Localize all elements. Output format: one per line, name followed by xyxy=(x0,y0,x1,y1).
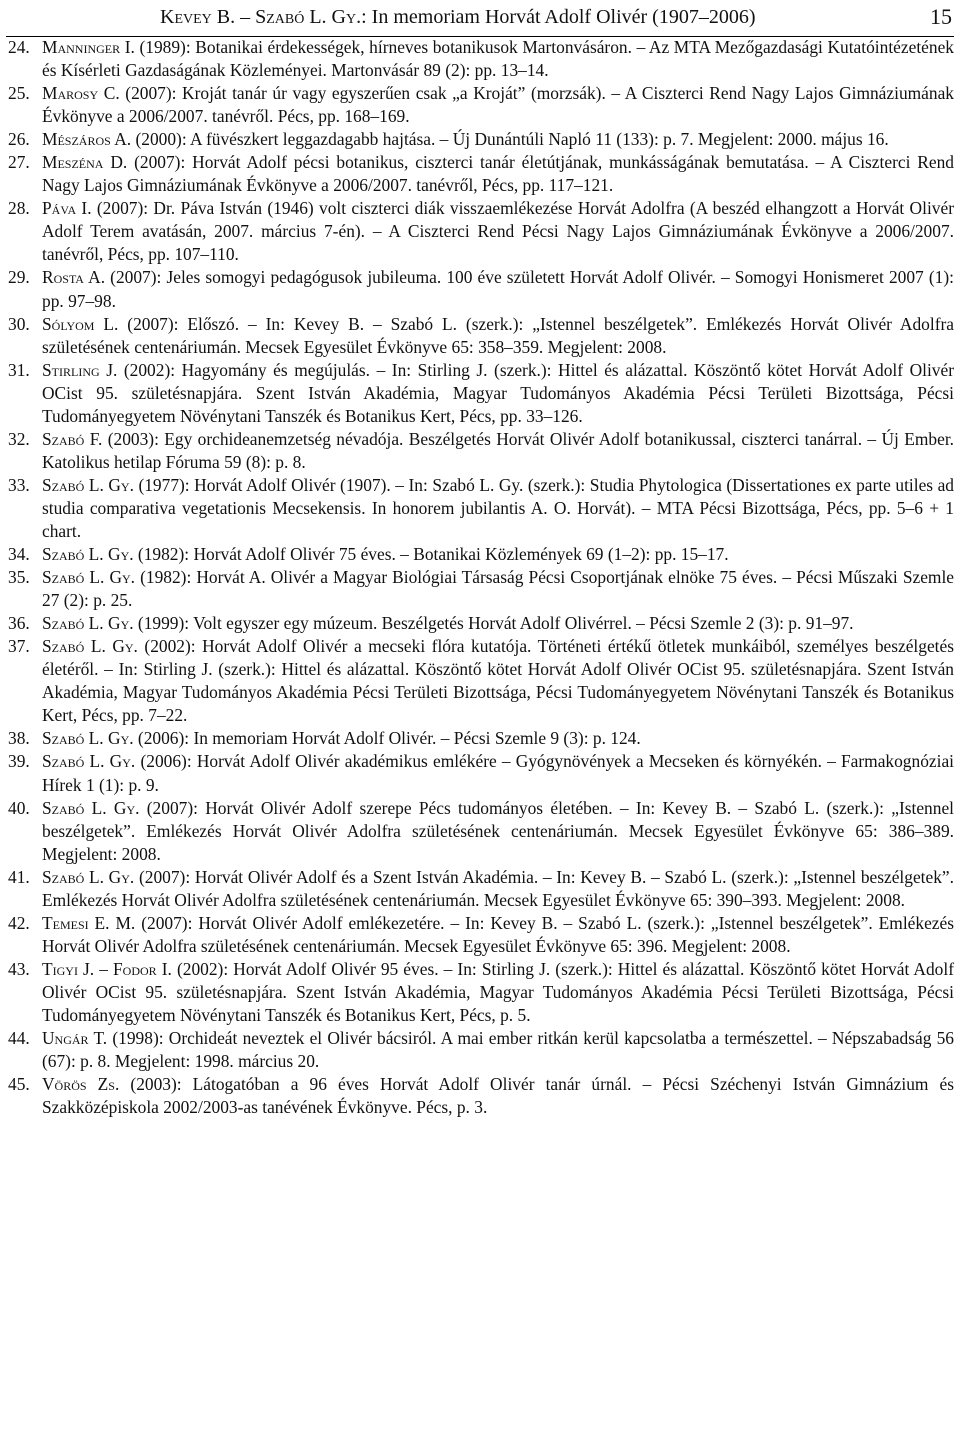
reference-entry xyxy=(8,543,954,566)
reference-author: Szabó L. Gy. xyxy=(42,751,136,772)
reference-text: (2000): A füvészkert leggazdagabb hajtása. – Új Dunántúli Napló 11 (133): p. 7. Megjelent: 2000. május 16. xyxy=(131,129,889,150)
reference-number: 29. xyxy=(8,267,30,288)
reference-author: Szabó F. xyxy=(42,428,103,449)
reference-text: (2002): Horvát Adolf Olivér a mecseki flóra kutatója. Történeti értékű ötletek munkáiból, személyes beszélgetés életéről. – In: Stirling J. (szerk.): Hittel és alázattal. Köszöntő kötet Horvát Adolf Olivér OCist 95. születésnapjára. Szent István Akadémia, Magyar Tudományos Akadémia Pécsi Területi Bizottsága, Pécsi Tudományegyetem Növénytani Tanszék és Botanikus Kert, Pécs, pp. 7–22. xyxy=(42,636,954,726)
reference-entry xyxy=(8,1027,954,1073)
reference-text: (1982): Horvát A. Olivér a Magyar Biológiai Társaság Pécsi Csoportjának elnöke 75 éves. – Pécsi Műszaki Szemle 27 (2): p. 25. xyxy=(42,567,955,611)
reference-text: (2007): Kroját tanár úr vagy egyszerűen csak „a Kroját” (morzsák). – A Ciszterci Rend Nagy Lajos Gimnáziumának Évkönyve a 2006/2007. tanévről. Pécs, pp. 168–169. xyxy=(42,83,955,127)
reference-text: (2007): Horvát Adolf pécsi botanikus, ciszterci tanár életútjának, munkásságának bemutatása. – A Ciszterci Rend Nagy Lajos Gimnáziumának Évkönyve a 2006/2007. tanévről, Pécs, pp. 117–121. xyxy=(42,152,954,196)
reference-entry xyxy=(8,474,954,543)
reference-text: (2007): Horvát Olivér Adolf emlékezetére. – In: Kevey B. – Szabó L. (szerk.): „Istennel beszélgetek”. Emlékezés Horvát Olivér Adolfra születésének centenáriumán. Mecsek Egyesület Évkönyve 65: 396. Megjelent: 2008. xyxy=(42,912,954,956)
reference-entry xyxy=(8,612,954,635)
running-title xyxy=(160,6,756,28)
reference-entry xyxy=(8,797,954,866)
reference-author: Szabó L. Gy. xyxy=(42,797,140,818)
reference-author: Szabó L. Gy. xyxy=(42,567,136,588)
header-author-2: Szabó L. Gy. xyxy=(255,6,362,28)
reference-entry xyxy=(8,1073,954,1119)
reference-author: Rosta A. xyxy=(42,267,106,288)
reference-text: (2006): In memoriam Horvát Adolf Olivér. – Pécsi Szemle 9 (3): p. 124. xyxy=(133,728,641,749)
reference-entry xyxy=(8,566,954,612)
reference-entry xyxy=(8,750,954,796)
reference-number: 36. xyxy=(8,613,30,634)
reference-entry xyxy=(8,36,954,82)
reference-entry xyxy=(8,958,954,1027)
reference-number: 24. xyxy=(8,37,30,57)
reference-entry xyxy=(8,912,954,958)
reference-number: 38. xyxy=(8,728,30,749)
reference-entry xyxy=(8,151,954,197)
reference-entry xyxy=(8,266,954,312)
reference-author: Temesi E. M. xyxy=(42,912,136,933)
reference-entry xyxy=(8,727,954,750)
reference-text: (2002): Hagyomány és megújulás. – In: Stirling J. (szerk.): Hittel és alázattal. Köszöntő kötet Horvát Adolf Olivér OCist 95. születésnapjára. Szent István Akadémia, Magyar Tudományos Akadémia Pécsi Területi Bizottsága, Pécsi Tudományegyetem Növénytani Tanszék és Botanikus Kert, Pécs, pp. 33–126. xyxy=(42,359,954,426)
reference-number: 34. xyxy=(8,544,30,565)
reference-text: (2002): Horvát Adolf Olivér 95 éves. – In: Stirling J. (szerk.): Hittel és alázattal. Köszöntő kötet Horvát Adolf Olivér OCist 95. születésnapjára. Szent István Akadémia, Magyar Tudományos Akadémia Pécsi Területi Bizottsága, Pécsi Tudományegyetem Növénytani Tanszék és Botanikus Kert, Pécs, p. 5. xyxy=(42,958,954,1025)
reference-number: 42. xyxy=(8,912,30,933)
reference-text: (2003): Látogatóban a 96 éves Horvát Adolf Olivér tanár úrnál. – Pécsi Széchenyi István Gimnázium és Szakközépiskola 2002/2003-as tanévének Évkönyve. Pécs, p. 3. xyxy=(42,1074,954,1118)
reference-text: (2003): Egy orchideanemzetség névadója. Beszélgetés Horvát Olivér Adolf botanikussal, ciszterci tanárral. – Új Ember. Katolikus hetilap Fóruma 59 (8): p. 8. xyxy=(42,428,955,472)
reference-number: 45. xyxy=(8,1074,30,1095)
reference-number: 25. xyxy=(8,83,30,104)
header-separator: – xyxy=(235,6,256,28)
running-header xyxy=(6,2,954,37)
reference-author: Mészáros A. xyxy=(42,129,132,150)
reference-number: 32. xyxy=(8,428,30,449)
reference-author: Ungár T. xyxy=(42,1028,108,1049)
reference-number: 33. xyxy=(8,474,30,495)
reference-text: (2007): Jeles somogyi pedagógusok jubileuma. 100 éve született Horvát Adolf Olivér. – Somogyi Honismeret 2007 (1): pp. 97–98. xyxy=(42,267,954,311)
reference-author: Tigyi J. – Fodor I. xyxy=(42,958,172,979)
reference-text: (2006): Horvát Adolf Olivér akadémikus emlékére – Gyógynövények a Mecseken és környékén. – Farmakognóziai Hírek 1 (1): p. 9. xyxy=(42,751,954,795)
header-title-text: : In memoriam Horvát Adolf Olivér (1907–2006) xyxy=(361,6,756,28)
reference-number: 31. xyxy=(8,359,30,380)
reference-author: Marosy C. xyxy=(42,83,120,104)
reference-number: 41. xyxy=(8,866,30,887)
reference-number: 28. xyxy=(8,198,30,219)
reference-author: Stirling J. xyxy=(42,359,118,380)
reference-author: Szabó L. Gy. xyxy=(42,866,135,887)
reference-author: Szabó L. Gy. xyxy=(42,544,134,565)
reference-number: 39. xyxy=(8,751,30,772)
reference-number: 40. xyxy=(8,797,30,818)
reference-text: (1977): Horvát Adolf Olivér (1907). – In: Szabó L. Gy. (szerk.): Studia Phytologica (Dissertationes ex parte utiles ad studia comparativa vegetationis Mecsekensis. In honorem jubilantis A. O. Horvát). – MTA Pécsi Bizottsága, Pécs, pp. 5–6 + 1 chart. xyxy=(42,474,954,541)
reference-number: 30. xyxy=(8,313,30,334)
header-author-1: Kevey B. xyxy=(160,6,236,28)
reference-text: (1982): Horvát Adolf Olivér 75 éves. – Botanikai Közlemények 69 (1–2): pp. 15–17. xyxy=(133,544,729,565)
reference-author: Páva I. xyxy=(42,198,92,219)
reference-author: Szabó L. Gy. xyxy=(42,636,138,657)
reference-entry xyxy=(8,313,954,359)
reference-author: Szabó L. Gy. xyxy=(42,613,134,634)
reference-author: Sólyom L. xyxy=(42,313,119,334)
reference-author: Vörös Zs. xyxy=(42,1074,120,1095)
reference-number: 44. xyxy=(8,1028,30,1049)
reference-text: (2007): Horvát Olivér Adolf és a Szent István Akadémia. – In: Kevey B. – Szabó L. (szerk.): „Istennel beszélgetek”. Emlékezés Horvát Olivér Adolfra születésének centenáriumán. Mecsek Egyesület Évkönyve 65: 390–393. Megjelent: 2008. xyxy=(42,866,954,910)
reference-number: 37. xyxy=(8,636,30,657)
reference-text: (1998): Orchideát neveztek el Olivér bácsiról. A mai ember ritkán kerül kapcsolatba a természettel. – Népszabadság 56 (67): p. 8. Megjelent: 1998. március 20. xyxy=(42,1028,955,1072)
reference-entry xyxy=(8,359,954,428)
reference-text: (2007): Horvát Olivér Adolf szerepe Pécs tudományos életében. – In: Kevey B. – Szabó L. (szerk.): „Istennel beszélgetek”. Emlékezés Horvát Olivér Adolfra születésének centenáriumán. Mecsek Egyesület Évkönyve 65: 386–389. Megjelent: 2008. xyxy=(42,797,954,864)
reference-entry xyxy=(8,197,954,266)
reference-text: (1999): Volt egyszer egy múzeum. Beszélgetés Horvát Adolf Olivérrel. – Pécsi Szemle 2 (3): p. 91–97. xyxy=(133,613,854,634)
reference-number: 26. xyxy=(8,129,30,150)
reference-entry xyxy=(8,82,954,128)
reference-list xyxy=(8,36,954,1119)
reference-entry xyxy=(8,428,954,474)
reference-entry xyxy=(8,635,954,727)
reference-author: Manninger I. xyxy=(42,37,135,57)
reference-author: Szabó L. Gy. xyxy=(42,728,134,749)
reference-text: (2007): Dr. Páva István (1946) volt ciszterci diák visszaemlékezése Horvát Adolfra (A beszéd elhangzott a Horvát Olivér Adolf Terem avatásán, 2007. március 7-én). – A Ciszterci Rend Pécsi Nagy Lajos Gimnáziumának Évkönyve a 2006/2007. tanévről, Pécs, pp. 107–110. xyxy=(42,198,954,265)
reference-author: Meszéna D. xyxy=(42,152,128,173)
reference-number: 27. xyxy=(8,152,30,173)
page-number: 15 xyxy=(930,4,952,29)
reference-number: 43. xyxy=(8,958,30,979)
reference-text: (2007): Előszó. – In: Kevey B. – Szabó L. (szerk.): „Istennel beszélgetek”. Emlékezés Horvát Olivér Adolfra születésének centenáriumán. Mecsek Egyesület Évkönyve 65: 358–359. Megjelent: 2008. xyxy=(42,313,954,357)
reference-entry xyxy=(8,128,954,151)
reference-number: 35. xyxy=(8,567,30,588)
reference-entry xyxy=(8,866,954,912)
reference-text: (1989): Botanikai érdekességek, hírneves botanikusok Martonvásáron. – Az MTA Mezőgazdasági Kutatóintézetének és Kísérleti Gazdaságának Közleményei. Martonvásár 89 (2): pp. 13–14. xyxy=(42,37,954,81)
reference-author: Szabó L. Gy. xyxy=(42,474,134,495)
